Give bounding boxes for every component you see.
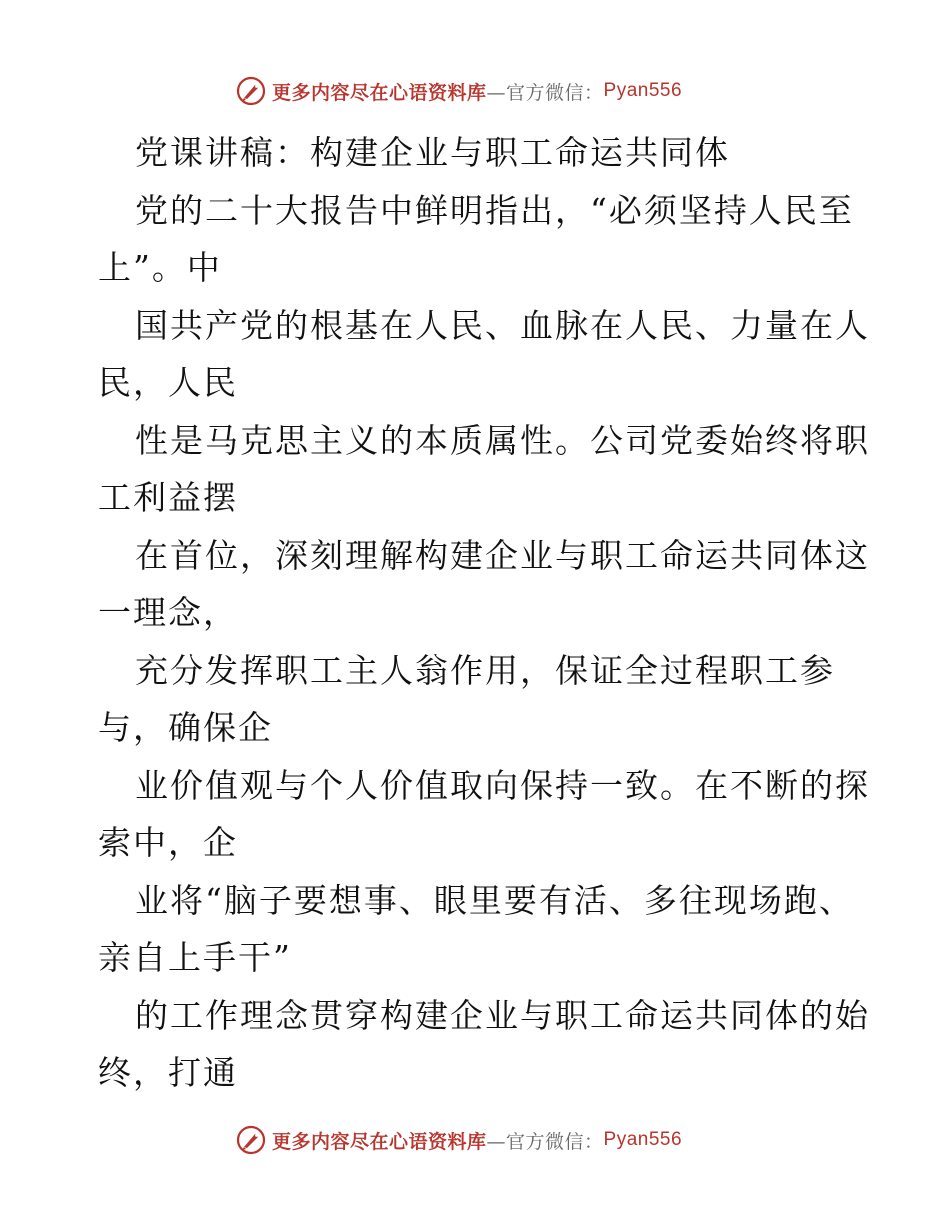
watermark-wechat-id: Pyan556 <box>603 80 683 101</box>
watermark-label: —官方微信： <box>486 81 604 104</box>
header-watermark <box>236 74 682 108</box>
paragraph-line: 与，确保企 <box>98 708 273 747</box>
watermark-wechat-id: Pyan556 <box>603 1129 683 1150</box>
document-title: 党课讲稿：构建企业与职工命运共同体 <box>135 133 730 172</box>
document-body <box>98 124 870 1102</box>
paragraph-line: 在首位，深刻理解构建企业与职工命运共同体这 <box>135 535 870 575</box>
paragraph-line: 上”。中 <box>98 248 222 287</box>
pen-nib-logo-icon <box>236 76 266 106</box>
paragraph-line: 党的二十大报告中鲜明指出，“必须坚持人民至 <box>135 190 854 230</box>
paragraph-line: 性是马克思主义的本质属性。公司党委始终将职 <box>135 420 870 460</box>
paragraph-line: 民，人民 <box>98 363 238 402</box>
pen-nib-logo-icon <box>236 1125 266 1155</box>
paragraph-line: 终，打通 <box>98 1053 238 1092</box>
paragraph-line: 一理念， <box>98 593 238 632</box>
watermark-site-name: 更多内容尽在心语资料库 <box>272 1130 487 1153</box>
paragraph-line: 的工作理念贯穿构建企业与职工命运共同体的始 <box>135 995 870 1035</box>
footer-watermark <box>236 1123 682 1157</box>
paragraph-line: 国共产党的根基在人民、血脉在人民、力量在人 <box>135 305 870 345</box>
paragraph-line: 业将“脑子要想事、眼里要有活、多往现场跑、 <box>135 880 854 920</box>
paragraph-line: 业价值观与个人价值取向保持一致。在不断的探 <box>135 765 870 805</box>
paragraph-line: 亲自上手干” <box>98 938 292 977</box>
paragraph-line: 工利益摆 <box>98 478 238 517</box>
paragraph-line: 充分发挥职工主人翁作用，保证全过程职工参 <box>135 650 835 690</box>
paragraph-line: 索中，企 <box>98 823 238 862</box>
watermark-site-name: 更多内容尽在心语资料库 <box>272 81 487 104</box>
watermark-label: —官方微信： <box>486 1130 604 1153</box>
